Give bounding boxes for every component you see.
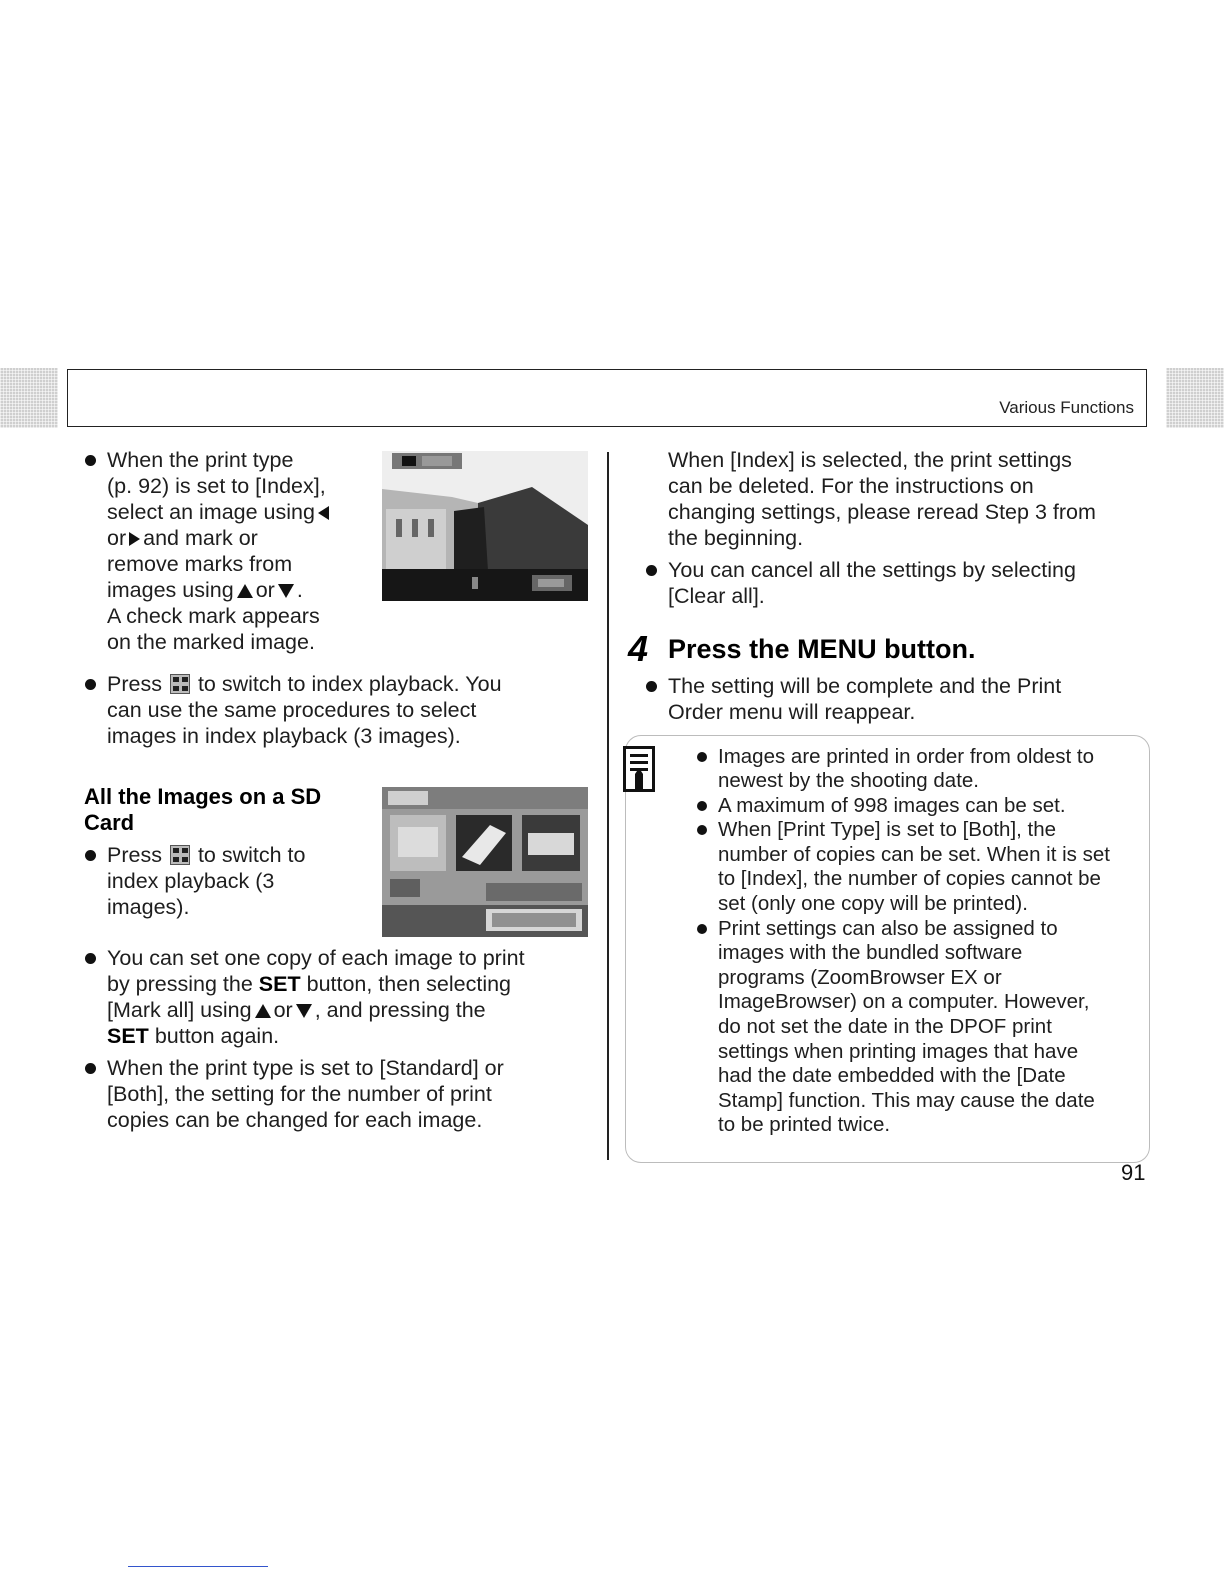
text-line: [Mark all] using or , and pressing the — [107, 998, 486, 1022]
bullet-dot — [85, 455, 96, 466]
edge-pattern-left — [0, 368, 58, 428]
text-line: Stamp] function. This may cause the date — [718, 1089, 1095, 1112]
text-line: by pressing the SET button, then selecting — [107, 972, 512, 996]
camera-screen-image-index — [382, 787, 588, 937]
up-arrow-icon — [237, 584, 253, 598]
text-line: number of copies can be set. When it is set — [718, 843, 1110, 866]
text-line: to be printed twice. — [718, 1113, 891, 1136]
text-line: images in index playback (3 images). — [107, 724, 461, 748]
text-line: the beginning. — [668, 526, 804, 550]
text-line: When [Index] is selected, the print settings — [668, 448, 1072, 472]
bullet-dot — [85, 1063, 96, 1074]
text-line: copies can be changed for each image. — [107, 1108, 483, 1132]
column-divider — [607, 452, 609, 1160]
text-line: A maximum of 998 images can be set. — [718, 794, 1066, 817]
text-line: images with the bundled software — [718, 941, 1023, 964]
text-line: When the print type is set to [Standard] or — [107, 1056, 504, 1080]
bullet-dot — [85, 953, 96, 964]
text-line: can use the same procedures to select — [107, 698, 477, 722]
text-line: images using or . — [107, 578, 303, 602]
up-arrow-icon — [255, 1004, 271, 1018]
edge-pattern-right — [1166, 368, 1224, 428]
section-title: Various Functions — [999, 398, 1134, 417]
memo-icon — [623, 746, 655, 792]
index-playback-icon — [170, 674, 190, 694]
text-line: ImageBrowser) on a computer. However, — [718, 990, 1090, 1013]
text-line: Print settings can also be assigned to — [718, 917, 1058, 940]
bullet-dot — [646, 681, 657, 692]
text-line: newest by the shooting date. — [718, 769, 979, 792]
text-line: had the date embedded with the [Date — [718, 1064, 1066, 1087]
text-line: can be deleted. For the instructions on — [668, 474, 1034, 498]
text-line: or and mark or — [107, 526, 258, 550]
text-line: When [Print Type] is set to [Both], the — [718, 818, 1057, 841]
text-line: You can set one copy of each image to print — [107, 946, 525, 970]
text-line: select an image using — [107, 499, 332, 525]
text-line: to [Index], the number of copies cannot be — [718, 867, 1101, 890]
text-line: changing settings, please reread Step 3 from — [668, 500, 1096, 524]
text-line: Press to switch to — [107, 843, 306, 867]
bullet-dot — [85, 850, 96, 861]
bullet-dot — [697, 825, 707, 835]
bullet-dot — [646, 565, 657, 576]
header-bar — [67, 369, 1147, 427]
step-title: Press the MENU button. — [668, 634, 976, 664]
bullet-dot — [697, 924, 707, 934]
text-line: Images are printed in order from oldest to — [718, 745, 1095, 768]
footer-rule — [128, 1566, 268, 1567]
subheading: Card — [84, 810, 135, 835]
page-number: 91 — [1121, 1160, 1146, 1185]
bullet-dot — [697, 752, 707, 762]
left-arrow-icon — [318, 506, 329, 520]
down-arrow-icon — [278, 584, 294, 598]
text-line: on the marked image. — [107, 630, 315, 654]
text-line: (p. 92) is set to [Index], — [107, 474, 326, 498]
text-line: settings when printing images that have — [718, 1040, 1079, 1063]
text-line: remove marks from — [107, 552, 293, 576]
text-line: index playback (3 — [107, 869, 275, 893]
subheading: All the Images on a SD — [84, 784, 322, 809]
text-line: programs (ZoomBrowser EX or — [718, 966, 1002, 989]
text-line: do not set the date in the DPOF print — [718, 1015, 1052, 1038]
text-line: When the print type — [107, 448, 294, 472]
text-line: The setting will be complete and the Print — [668, 674, 1062, 698]
text-line: SET button again. — [107, 1024, 280, 1048]
bullet-dot — [85, 679, 96, 690]
right-arrow-icon — [129, 532, 140, 546]
text-line: [Clear all]. — [668, 584, 765, 608]
text-line: A check mark appears — [107, 604, 320, 628]
text-line: images). — [107, 895, 190, 919]
text-line: You can cancel all the settings by selecting — [668, 558, 1076, 582]
step-number: 4 — [628, 628, 649, 669]
text-line: Press to switch to index playback. You — [107, 672, 502, 696]
text-line: Order menu will reappear. — [668, 700, 916, 724]
text-line: set (only one copy will be printed). — [718, 892, 1028, 915]
bullet-dot — [697, 801, 707, 811]
camera-screen-image-single — [382, 451, 588, 601]
index-playback-icon — [170, 845, 190, 865]
text-line: [Both], the setting for the number of print — [107, 1082, 492, 1106]
down-arrow-icon — [296, 1004, 312, 1018]
